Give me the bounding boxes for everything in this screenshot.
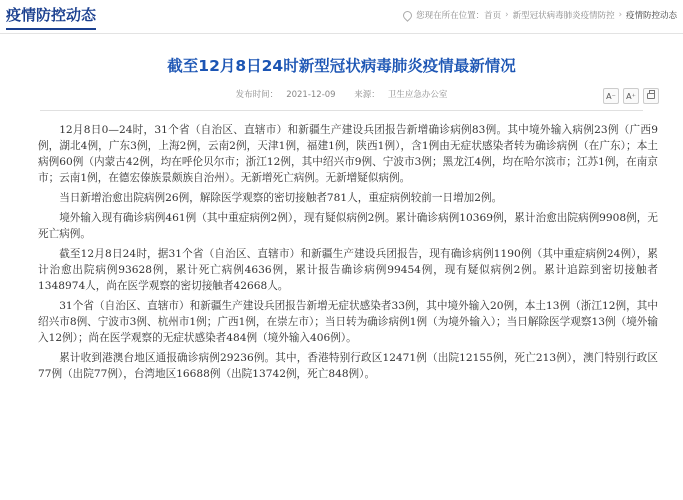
breadcrumb — [403, 9, 677, 21]
decrease-font-button[interactable]: A⁻ — [603, 88, 619, 104]
source-label: 来源： — [354, 90, 380, 100]
header-divider — [40, 110, 643, 111]
breadcrumb-covid-link[interactable]: 新型冠状病毒肺炎疫情防控 — [512, 11, 615, 21]
paragraph: 12月8日0—24时，31个省（自治区、直辖市）和新疆生产建设兵团报告新增确诊病例83例。其中境外输入病例23例（广西9例，湖北4例，广东3例，上海2例，云南2例，天津1例，福建1例，陕西1例），含1例由无症状感染者转为确诊病例（在广东）；本土病例60例（内蒙古42例，均在呼伦贝尔市；浙江12例，其中绍兴市9例、宁波市3例；黑龙江4例，均在哈尔滨市；江苏1例，在南京市；云南1例，在德宏傣族景颇族自治州）。无新增死亡病例。无新增疑似病例。 — [38, 124, 658, 184]
publish-date-value: 2021-12-09 — [286, 90, 336, 100]
location-icon — [401, 9, 414, 22]
paragraph: 累计收到港澳台地区通报确诊病例29236例。其中，香港特别行政区12471例（出院12155例，死亡213例），澳门特别行政区77例（出院77例），台湾地区16688例（出院13742例，死亡848例）。 — [38, 352, 658, 380]
breadcrumb-home-link[interactable]: 首页 — [484, 11, 502, 21]
top-bar — [0, 0, 683, 34]
breadcrumb-prefix: 您现在所在位置： — [416, 11, 485, 21]
print-button[interactable] — [643, 88, 659, 104]
paragraph: 当日新增治愈出院病例26例，解除医学观察的密切接触者781人，重症病例较前一日增加2例。 — [59, 192, 503, 204]
article-content — [38, 122, 658, 386]
breadcrumb-separator: › — [505, 10, 509, 20]
article-meta — [0, 88, 683, 100]
print-icon — [647, 93, 655, 99]
paragraph: 境外输入现有确诊病例461例（其中重症病例2例），现有疑似病例2例。累计确诊病例10369例，累计治愈出院病例9908例，无死亡病例。 — [38, 212, 658, 240]
breadcrumb-separator: › — [618, 10, 622, 20]
increase-font-button[interactable]: A⁺ — [623, 88, 639, 104]
article-source — [350, 90, 451, 100]
publish-date — [232, 90, 340, 100]
breadcrumb-current: 疫情防控动态 — [625, 11, 677, 21]
publish-date-label: 发布时间： — [235, 90, 279, 100]
article-title: 截至12月8日24时新型冠状病毒肺炎疫情最新情况 — [167, 57, 516, 75]
article-tools — [603, 88, 659, 104]
paragraph: 截至12月8日24时，据31个省（自治区、直辖市）和新疆生产建设兵团报告，现有确诊病例1190例（其中重症病例24例），累计治愈出院病例93628例，累计死亡病例4636例，累计报告确诊病例99454例，现有疑似病例2例。累计追踪到密切接触者1348974人，尚在医学观察的密切接触者42668人。 — [38, 248, 658, 292]
section-title: 疫情防控动态 — [6, 6, 96, 30]
paragraph: 31个省（自治区、直辖市）和新疆生产建设兵团报告新增无症状感染者33例，其中境外输入20例，本土13例（浙江12例，其中绍兴市8例、宁波市3例、杭州市1例；广西1例，在崇左市）；当日转为确诊病例1例（为境外输入）；当日解除医学观察13例（境外输入12例）；尚在医学观察的无症状感染者484例（境外输入406例）。 — [38, 300, 658, 344]
source-value: 卫生应急办公室 — [387, 90, 448, 100]
